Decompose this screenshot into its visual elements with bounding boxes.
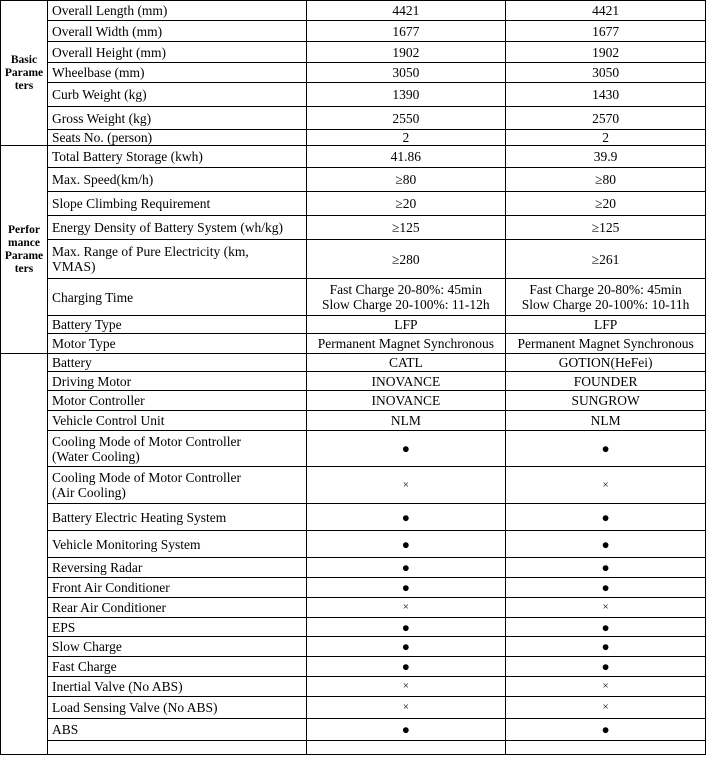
parameter-label — [47, 146, 306, 168]
model-1-value — [306, 21, 506, 42]
model-1-value — [306, 279, 506, 316]
parameter-label-text: Rear Air Conditioner — [51, 600, 166, 615]
standard-equipped-icon: ● — [401, 659, 410, 674]
model-1-value — [306, 504, 506, 531]
model-1-value — [306, 146, 506, 168]
model-1-value — [306, 1, 506, 21]
not-equipped-icon: × — [402, 478, 409, 491]
table-row — [1, 741, 706, 755]
table-row — [1, 637, 706, 657]
value-text: Permanent Magnet Synchronous — [517, 336, 694, 351]
table-row — [1, 372, 706, 391]
table-row — [1, 334, 706, 354]
standard-equipped-icon: ● — [401, 560, 410, 575]
parameter-label — [47, 719, 306, 741]
model-1-value — [306, 240, 506, 279]
group-configuration — [1, 354, 48, 755]
table-row — [1, 216, 706, 240]
not-equipped-icon: × — [402, 601, 409, 613]
parameter-label-text: Reversing Radar — [51, 560, 143, 575]
value-text: ≥125 — [591, 220, 620, 235]
parameter-label-text: Max. Speed(km/h) — [51, 172, 154, 187]
parameter-label — [47, 240, 306, 279]
parameter-label — [47, 467, 306, 504]
value-text: 1677 — [392, 23, 420, 39]
parameter-label — [47, 63, 306, 83]
parameter-label — [47, 411, 306, 431]
parameter-label-text: Inertial Valve (No ABS) — [51, 679, 183, 694]
model-1-value — [306, 372, 506, 391]
table-row — [1, 657, 706, 677]
parameter-label — [47, 130, 306, 146]
value-text: 39.9 — [593, 149, 618, 164]
value-text: FOUNDER — [573, 373, 638, 389]
model-2-value — [506, 279, 706, 316]
value-text: 3050 — [392, 65, 420, 80]
parameter-label — [47, 697, 306, 719]
standard-equipped-icon: ● — [601, 441, 610, 456]
parameter-label-text: Overall Width (mm) — [51, 23, 163, 39]
value-text: 1390 — [392, 87, 420, 102]
parameter-label-text: Driving Motor — [51, 373, 132, 389]
value-text: ≥280 — [392, 251, 420, 267]
parameter-label-text: Slope Climbing Requirement — [51, 196, 211, 211]
model-1-value — [306, 531, 506, 558]
value-text: ≥125 — [392, 220, 420, 235]
value-text: 2570 — [592, 110, 620, 126]
model-1-value — [306, 42, 506, 63]
parameter-label — [47, 83, 306, 107]
parameter-label-text: Load Sensing Valve (No ABS) — [51, 700, 218, 715]
model-2-value — [506, 391, 706, 411]
parameter-label — [47, 334, 306, 354]
table-row — [1, 618, 706, 637]
parameter-label — [47, 504, 306, 531]
value-text: ≥20 — [395, 196, 417, 211]
parameter-label-text: Total Battery Storage (kwh) — [51, 149, 203, 164]
parameter-label-text: Seats No. (person) — [51, 130, 153, 145]
parameter-label-text: Vehicle Control Unit — [51, 413, 165, 428]
model-1-value — [306, 657, 506, 677]
parameter-label-text: EPS — [51, 619, 76, 635]
model-2-value — [506, 431, 706, 467]
parameter-label — [47, 42, 306, 63]
parameter-label — [47, 677, 306, 697]
parameter-label — [47, 741, 306, 755]
parameter-label — [47, 578, 306, 598]
table-row — [1, 21, 706, 42]
parameter-label-text: Slow Charge — [51, 639, 122, 654]
parameter-label-text: Energy Density of Battery System (wh/kg) — [51, 220, 284, 235]
value-text: SUNGROW — [571, 393, 640, 408]
model-2-value — [506, 240, 706, 279]
table-row — [1, 598, 706, 618]
parameter-label — [47, 354, 306, 372]
table-row — [1, 168, 706, 192]
standard-equipped-icon: ● — [601, 580, 610, 595]
model-1-value — [306, 316, 506, 334]
model-2-value — [506, 146, 706, 168]
value-text: 1430 — [592, 87, 620, 102]
parameter-label-text: Charging Time — [51, 289, 134, 305]
value-text: Fast Charge 20-80%: 45min Slow Charge 20-100%: 11-12h — [322, 282, 490, 312]
model-2-value — [506, 578, 706, 598]
model-2-value — [506, 168, 706, 192]
model-2-value — [506, 372, 706, 391]
value-text: CATL — [388, 355, 423, 370]
table-row — [1, 504, 706, 531]
parameter-label — [47, 192, 306, 216]
standard-equipped-icon: ● — [401, 441, 410, 456]
model-1-value — [306, 354, 506, 372]
table-row — [1, 531, 706, 558]
parameter-label-text: ABS — [51, 722, 79, 737]
value-text: 4421 — [592, 3, 620, 18]
model-1-value — [306, 431, 506, 467]
table-row — [1, 467, 706, 504]
table-row — [1, 697, 706, 719]
model-1-value — [306, 558, 506, 578]
model-2-value — [506, 598, 706, 618]
model-2-value — [506, 192, 706, 216]
parameter-label-text: Wheelbase (mm) — [51, 65, 145, 80]
standard-equipped-icon: ● — [401, 509, 410, 525]
value-text: 1902 — [392, 44, 420, 60]
table-row — [1, 354, 706, 372]
model-2-value — [506, 354, 706, 372]
not-equipped-icon: × — [602, 601, 609, 613]
model-2-value — [506, 697, 706, 719]
model-2-value — [506, 21, 706, 42]
parameter-label-text: Overall Length (mm) — [51, 3, 168, 18]
model-2-value — [506, 467, 706, 504]
model-1-value — [306, 63, 506, 83]
not-equipped-icon: × — [402, 701, 409, 713]
group-label: Perfor mance Parame ters — [4, 223, 44, 275]
model-1-value — [306, 130, 506, 146]
parameter-label — [47, 391, 306, 411]
value-text: ≥80 — [395, 172, 417, 187]
parameter-label — [47, 168, 306, 192]
table-row — [1, 192, 706, 216]
parameter-label — [47, 21, 306, 42]
table-row — [1, 558, 706, 578]
model-1-value — [306, 578, 506, 598]
table-row — [1, 240, 706, 279]
value-text: 41.86 — [390, 149, 422, 164]
model-1-value — [306, 697, 506, 719]
model-2-value — [506, 741, 706, 755]
parameter-label — [47, 618, 306, 637]
parameter-label-text: Overall Height (mm) — [51, 44, 166, 60]
table-row — [1, 316, 706, 334]
model-1-value — [306, 107, 506, 130]
standard-equipped-icon: ● — [601, 509, 610, 525]
table-row — [1, 63, 706, 83]
standard-equipped-icon: ● — [601, 639, 610, 654]
table-row — [1, 107, 706, 130]
value-text: ≥261 — [591, 251, 620, 267]
value-text: 4421 — [392, 3, 420, 18]
value-text: NLM — [390, 413, 421, 428]
table-row — [1, 719, 706, 741]
parameter-label-text: Cooling Mode of Motor Controller (Water Cooling) — [51, 433, 241, 464]
parameter-label-text: Motor Controller — [51, 393, 145, 408]
standard-equipped-icon: ● — [401, 722, 410, 737]
table-row — [1, 279, 706, 316]
standard-equipped-icon: ● — [601, 659, 610, 674]
not-equipped-icon: × — [602, 478, 609, 491]
model-2-value — [506, 618, 706, 637]
model-2-value — [506, 1, 706, 21]
model-2-value — [506, 130, 706, 146]
table-row — [1, 431, 706, 467]
standard-equipped-icon: ● — [401, 619, 410, 635]
table-row — [1, 677, 706, 697]
parameter-label — [47, 1, 306, 21]
parameter-label-text: Fast Charge — [51, 659, 117, 674]
parameter-label-text: Battery — [51, 355, 92, 370]
model-2-value — [506, 411, 706, 431]
value-text: 2 — [602, 130, 609, 145]
parameter-label — [47, 316, 306, 334]
table-row — [1, 411, 706, 431]
parameter-label — [47, 216, 306, 240]
model-2-value — [506, 657, 706, 677]
model-1-value — [306, 391, 506, 411]
value-text: NLM — [590, 413, 621, 428]
model-2-value — [506, 719, 706, 741]
parameter-label — [47, 558, 306, 578]
model-1-value — [306, 741, 506, 755]
parameter-label-text: Motor Type — [51, 336, 116, 351]
model-1-value — [306, 637, 506, 657]
value-text: Permanent Magnet Synchronous — [317, 336, 494, 351]
table-row — [1, 42, 706, 63]
value-text: INOVANCE — [371, 393, 441, 408]
parameter-label — [47, 279, 306, 316]
value-text: 1677 — [592, 23, 620, 39]
value-text: 2 — [402, 130, 410, 145]
table-row — [1, 578, 706, 598]
model-2-value — [506, 637, 706, 657]
parameter-label — [47, 598, 306, 618]
parameter-label-text: Vehicle Monitoring System — [51, 536, 201, 552]
model-2-value — [506, 316, 706, 334]
model-1-value — [306, 411, 506, 431]
value-text: 3050 — [592, 65, 620, 80]
model-2-value — [506, 558, 706, 578]
standard-equipped-icon: ● — [401, 580, 410, 595]
parameter-label — [47, 372, 306, 391]
model-1-value — [306, 83, 506, 107]
standard-equipped-icon: ● — [601, 619, 610, 635]
standard-equipped-icon: ● — [401, 536, 410, 552]
value-text: ≥20 — [595, 196, 617, 211]
value-text: Fast Charge 20-80%: 45min Slow Charge 20-100%: 10-11h — [521, 282, 690, 312]
model-1-value — [306, 192, 506, 216]
standard-equipped-icon: ● — [601, 560, 610, 575]
parameter-label — [47, 531, 306, 558]
model-1-value — [306, 598, 506, 618]
value-text: ≥80 — [595, 172, 617, 187]
parameter-label-text: Curb Weight (kg) — [51, 87, 147, 102]
model-2-value — [506, 63, 706, 83]
table-row — [1, 1, 706, 21]
model-1-value — [306, 334, 506, 354]
standard-equipped-icon: ● — [601, 722, 610, 737]
value-text: 1902 — [592, 44, 620, 60]
model-1-value — [306, 677, 506, 697]
standard-equipped-icon: ● — [601, 536, 610, 552]
value-text: INOVANCE — [371, 373, 441, 389]
not-equipped-icon: × — [602, 680, 609, 692]
standard-equipped-icon: ● — [401, 639, 410, 654]
value-text: GOTION(HeFei) — [558, 355, 653, 370]
model-2-value — [506, 42, 706, 63]
value-text: 2550 — [392, 110, 420, 126]
model-1-value — [306, 467, 506, 504]
model-2-value — [506, 504, 706, 531]
model-2-value — [506, 334, 706, 354]
model-2-value — [506, 107, 706, 130]
not-equipped-icon: × — [602, 701, 609, 713]
parameter-label — [47, 657, 306, 677]
group-performance-parameters — [1, 146, 48, 354]
parameter-label-text: Front Air Conditioner — [51, 580, 170, 595]
model-2-value — [506, 216, 706, 240]
value-text: LFP — [394, 317, 418, 332]
table-row — [1, 83, 706, 107]
parameter-label-text: Battery Type — [51, 317, 122, 332]
parameter-label — [47, 107, 306, 130]
table-row — [1, 130, 706, 146]
group-basic-parameters — [1, 1, 48, 146]
model-1-value — [306, 168, 506, 192]
parameter-label-text: Gross Weight (kg) — [51, 110, 152, 126]
table-row — [1, 146, 706, 168]
model-2-value — [506, 83, 706, 107]
model-1-value — [306, 719, 506, 741]
model-1-value — [306, 216, 506, 240]
parameter-label-text: Max. Range of Pure Electricity (km, VMAS) — [51, 244, 249, 274]
parameter-label — [47, 637, 306, 657]
parameter-label-text: Battery Electric Heating System — [51, 509, 227, 525]
model-1-value — [306, 618, 506, 637]
table-row — [1, 391, 706, 411]
group-label: Basic Parame ters — [4, 53, 44, 92]
value-text: LFP — [593, 317, 618, 332]
parameter-label — [47, 431, 306, 467]
model-2-value — [506, 677, 706, 697]
model-2-value — [506, 531, 706, 558]
not-equipped-icon: × — [402, 680, 409, 692]
parameter-label-text: Cooling Mode of Motor Controller (Air Cooling) — [51, 470, 241, 500]
